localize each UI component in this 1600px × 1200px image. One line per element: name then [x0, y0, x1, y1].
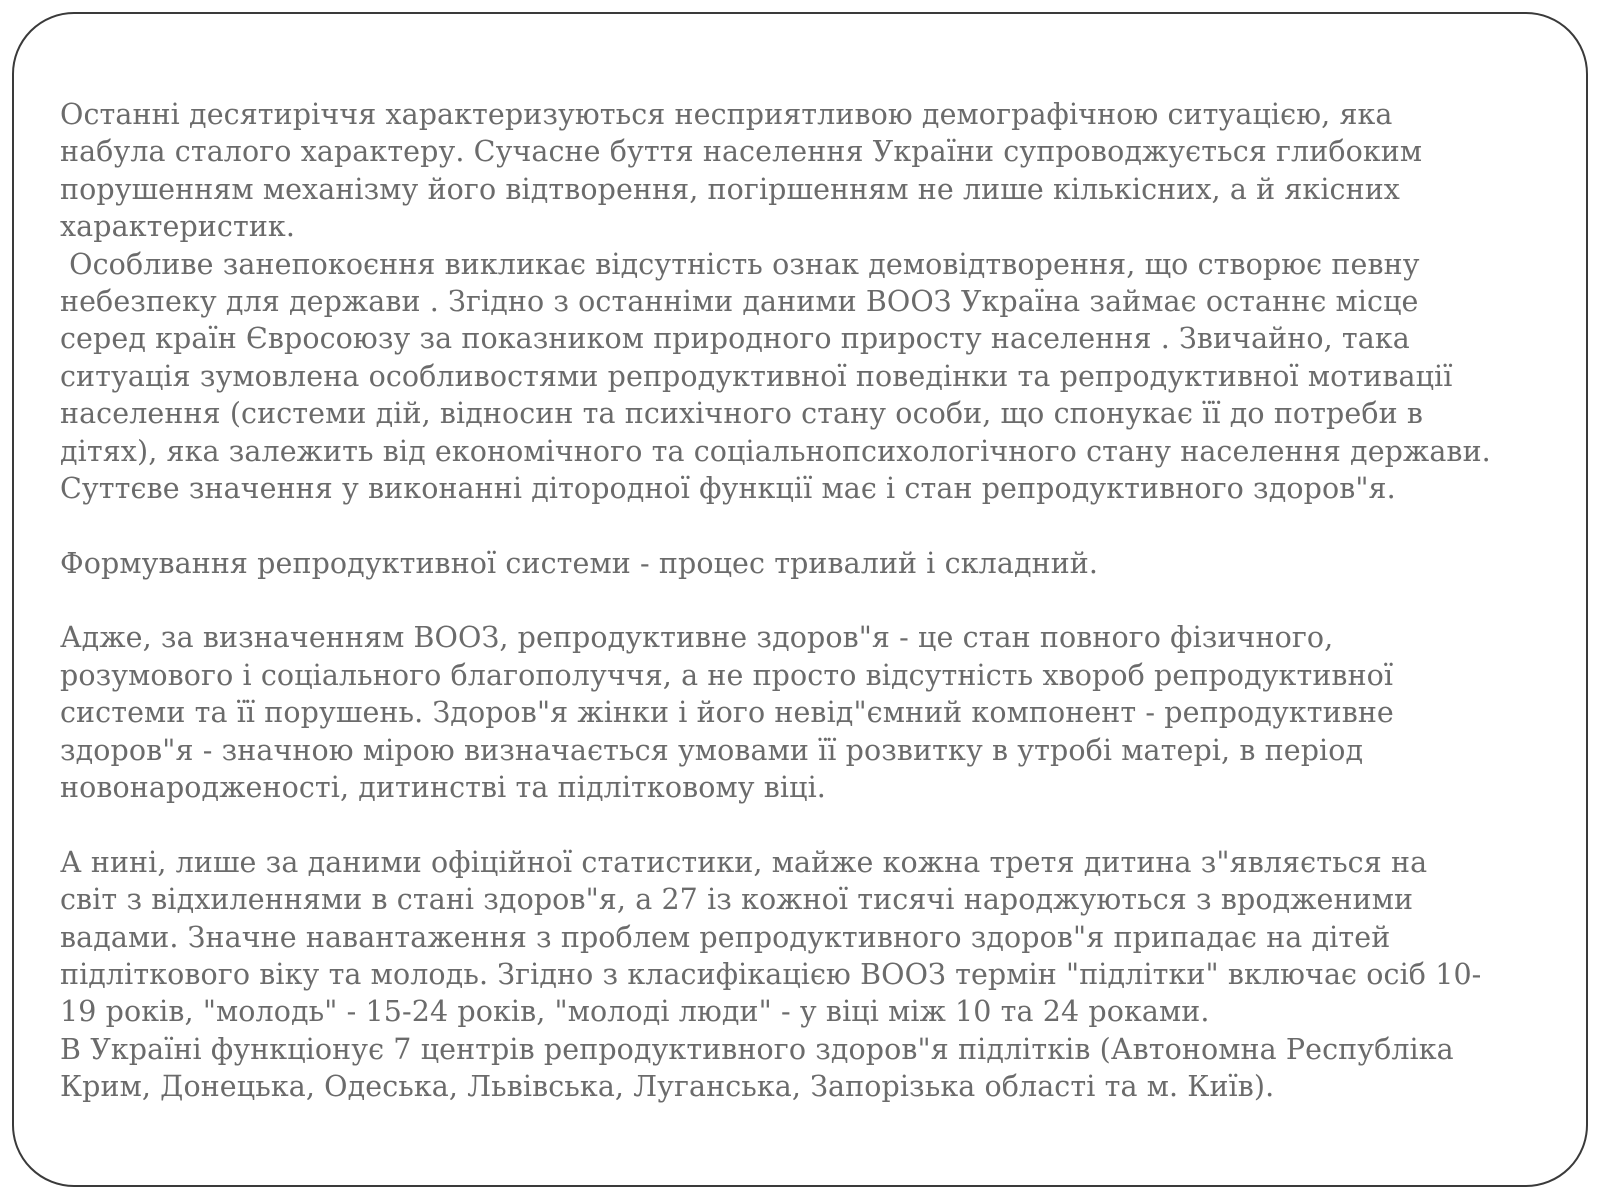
text-line: здоров"я - значною мірою визначається умовами її розвитку в утробі матері, в період [60, 733, 1364, 767]
text-line: Крим, Донецька, Одеська, Львівська, Луганська, Запорізька області та м. Київ). [60, 1070, 1275, 1104]
text-line: Адже, за визначенням ВООЗ, репродуктивне здоров"я - це стан повного фізичного, [60, 621, 1334, 655]
paragraph-reproductive-system [60, 545, 1560, 582]
text-line: Формування репродуктивної системи - процес тривалий і складний. [60, 546, 1099, 580]
text-line: серед країн Євросоюзу за показником природного приросту населення . Звичайно, така [60, 322, 1410, 356]
text-line: небезпеку для держави . Згідно з останніми даними ВООЗ Україна займає останнє місце [60, 284, 1419, 318]
paragraph-spacer [60, 507, 1560, 544]
text-line: населення (системи дій, відносин та психічного стану особи, що спонукає її до потреби в [60, 397, 1424, 431]
text-line: вадами. Значне навантаження з проблем репродуктивного здоров"я припадає на дітей [60, 920, 1391, 954]
text-line: підліткового віку та молодь. Згідно з класифікацією ВООЗ термін "підлітки" включає осіб 10- [60, 957, 1482, 991]
text-line: набула сталого характеру. Сучасне буття населення України супроводжується глибоким [60, 135, 1423, 169]
text-line: новонародженості, дитинстві та підлітковому віці. [60, 771, 826, 805]
text-line: Особливе занепокоєння викликає відсутність ознак демовідтворення, що створює певну [60, 247, 1420, 281]
paragraph-demographic-situation [60, 96, 1560, 246]
paragraph-statistics [60, 844, 1560, 1031]
text-line: Останні десятиріччя характеризуються несприятливою демографічною ситуацією, яка [60, 98, 1393, 131]
text-line: Суттєве значення у виконанні дітородної функції має і стан репродуктивного здоров"я. [60, 471, 1396, 505]
text-line: В Україні функціонує 7 центрів репродуктивного здоров"я підлітків (Автономна Республіка [60, 1032, 1454, 1066]
text-line: світ з відхиленнями в стані здоров"я, а 27 із кожної тисячі народжуються з вродженими [60, 883, 1414, 917]
slide-frame [12, 12, 1588, 1187]
text-line: дітях), яка залежить від економічного та соціальнопсихологічного стану населення держави. [60, 434, 1491, 468]
paragraph-centers [60, 1031, 1560, 1106]
text-line: 19 років, "молодь" - 15-24 років, "молоді люди" - у віці між 10 та 24 роками. [60, 995, 1210, 1029]
paragraph-spacer [60, 582, 1560, 619]
text-line: системи та її порушень. Здоров"я жінки і його невід"ємний компонент - репродуктивне [60, 696, 1394, 730]
text-line: А нині, лише за даними офіційної статистики, майже кожна третя дитина з"являється на [60, 845, 1428, 879]
text-line: порушенням механізму його відтворення, погіршенням не лише кількісних, а й якісних [60, 172, 1400, 206]
paragraph-spacer [60, 806, 1560, 843]
slide-text-body [60, 96, 1560, 1106]
text-line: характеристик. [60, 210, 295, 244]
text-line: розумового і соціального благополуччя, а не просто відсутність хвороб репродуктивної [60, 658, 1394, 692]
paragraph-concern [60, 246, 1560, 508]
paragraph-who-definition [60, 619, 1560, 806]
text-line: ситуація зумовлена особливостями репродуктивної поведінки та репродуктивної мотивації [60, 359, 1453, 393]
